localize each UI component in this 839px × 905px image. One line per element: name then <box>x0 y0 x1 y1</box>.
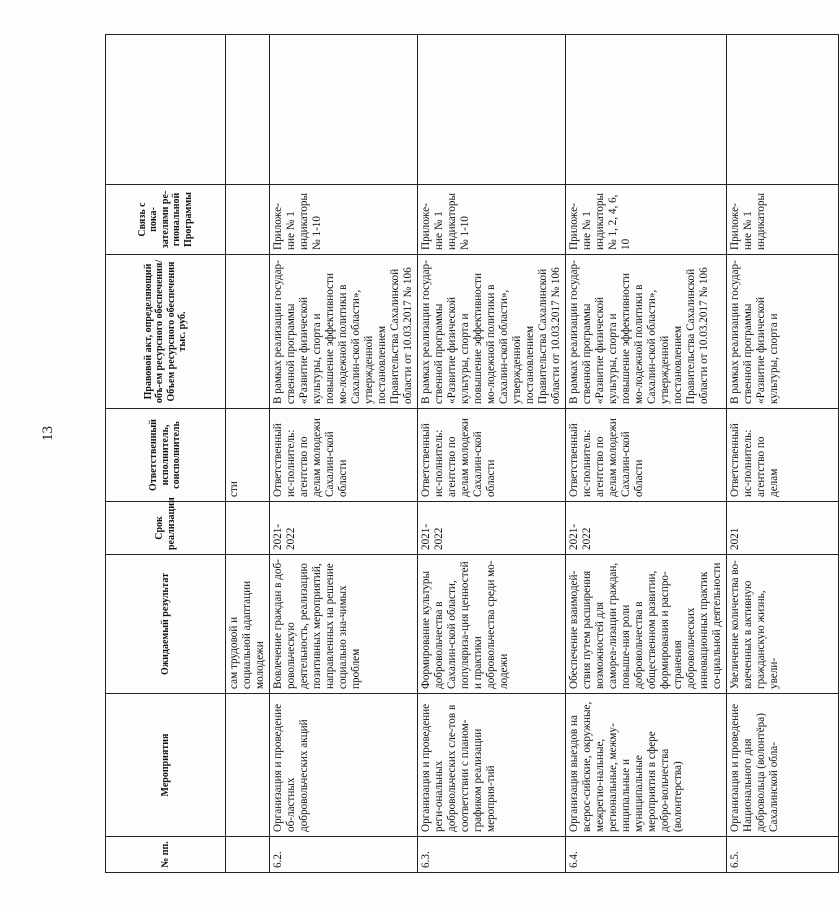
cell-empty <box>418 35 566 185</box>
cell-executor: Ответственный ис-полнитель: агентство по делам молодежи Сахалин-ской области <box>566 409 727 502</box>
cell-number: 6.4. <box>566 837 727 873</box>
header-legal-act: Правовой акт, определяющий объ-ем ресурсного обеспечения/Объем ресурсного обеспечения тыс. руб. <box>106 255 226 409</box>
table-header-row <box>106 35 226 873</box>
cell-executor: Ответственный ис-полнитель: агентство по делам молодежи Сахалин-ской области <box>418 409 566 502</box>
cell-number: 6.5. <box>727 837 839 873</box>
cell-executor: сти <box>226 409 270 502</box>
cell-event: Организация и проведение Национального дня добровольца (волонтёра) Сахалинской обла- <box>727 694 839 837</box>
cell-event: Организация и проведение об-ластных добровольческих акций <box>270 694 418 837</box>
cell-link: Приложе-ние № 1 индикаторы № 1-10 <box>270 185 418 255</box>
cell-empty <box>566 35 727 185</box>
program-table <box>105 34 839 873</box>
cell-legal-act <box>226 255 270 409</box>
cell-legal-act: В рамках реализации государ-ственной программы «Развитие физической культуры, спорта и повышение эффективности мо-лодежной политики в Сахалин-ской области», утвержденной постановлением Правительства Сахалинской области от 10.03.2017 № 106 <box>270 255 418 409</box>
cell-legal-act: В рамках реализации государ-ственной программы «Развитие физической культуры, спорта и повышение эффективности мо-лодежной политики в Сахалин-ской области», утвержденной постановлением Правительства Сахалинской области от 10.03.2017 № 106 <box>566 255 727 409</box>
cell-empty <box>270 35 418 185</box>
header-empty <box>106 35 226 185</box>
table-row-continuation <box>226 35 270 873</box>
cell-link: Приложе-ние № 1 индикаторы № 1, 2, 4, 6, 10 <box>566 185 727 255</box>
cell-term: 2021-2022 <box>418 502 566 555</box>
table-row <box>727 35 839 873</box>
cell-legal-act: В рамках реализации государ-ственной программы «Развитие физической культуры, спорта и <box>727 255 839 409</box>
cell-result: сам трудовой и социальной адаптации молодежи <box>226 555 270 694</box>
cell-result: Увеличение количества во-влеченных в активную гражданскую жизнь, увели- <box>727 555 839 694</box>
cell-empty <box>727 35 839 185</box>
rotated-table-container <box>105 35 780 873</box>
table-row <box>418 35 566 873</box>
cell-result: Обеспечение взаимодей-ствия путем расширения возможностей для самореа-лизации граждан, повыше-ния роли добровольчества в общественном развитии, формирования и распро-странения добровольческих инновационных практик со-циальной деятельности <box>566 555 727 694</box>
cell-result: Формирование культуры добровольчества в Сахалин-ской области, популяриза-ция ценностей и практики добровольчества среди мо-лодежи <box>418 555 566 694</box>
cell-term: 2021-2022 <box>270 502 418 555</box>
cell-legal-act: В рамках реализации государ-ственной программы «Развитие физической культуры, спорта и повышение эффективности мо-лодежной политики в Сахалин-ской области», утвержденной постановлением Правительства Сахалинской области от 10.03.2017 № 106 <box>418 255 566 409</box>
cell-result: Вовлечение граждан в доб-ровольческую деятельность, реализацию позитивных мероприятий, направленных на решение социально зна-чимых проблем <box>270 555 418 694</box>
cell-link <box>226 185 270 255</box>
cell-event <box>226 694 270 837</box>
cell-empty <box>226 35 270 185</box>
cell-executor: Ответственный ис-полнитель: агентство по делам <box>727 409 839 502</box>
header-link: Связь с пока-зателями ре-гиональной Программы <box>106 185 226 255</box>
table-row <box>566 35 727 873</box>
table-row <box>270 35 418 873</box>
header-term: Срок реализации <box>106 502 226 555</box>
cell-number <box>226 837 270 873</box>
header-number: № пп. <box>106 837 226 873</box>
header-event: Мероприятия <box>106 694 226 837</box>
cell-term: 2021-2022 <box>566 502 727 555</box>
cell-number: 6.3. <box>418 837 566 873</box>
header-executor: Ответственный исполнитель, соисполнитель <box>106 409 226 502</box>
header-result: Ожидаемый результат <box>106 555 226 694</box>
cell-term: 2021 <box>727 502 839 555</box>
cell-event: Организация выездов на всерос-сийские, окружные, межрегио-нальные, региональные, межму-ниципальные и муниципальные мероприятия в сфере добро-вольчества (волонтерства) <box>566 694 727 837</box>
cell-event: Организация и проведение реги-ональных добровольческих сле-тов в соответствии с планом-графиком реализации мероприя-тий <box>418 694 566 837</box>
cell-link: Приложе-ние № 1 индикаторы <box>727 185 839 255</box>
cell-link: Приложе-ние № 1 индикаторы № 1-10 <box>418 185 566 255</box>
cell-term <box>226 502 270 555</box>
page-number: 13 <box>40 426 56 441</box>
cell-executor: Ответственный ис-полнитель: агентство по делам молодежи Сахалин-ской области <box>270 409 418 502</box>
cell-number: 6.2. <box>270 837 418 873</box>
